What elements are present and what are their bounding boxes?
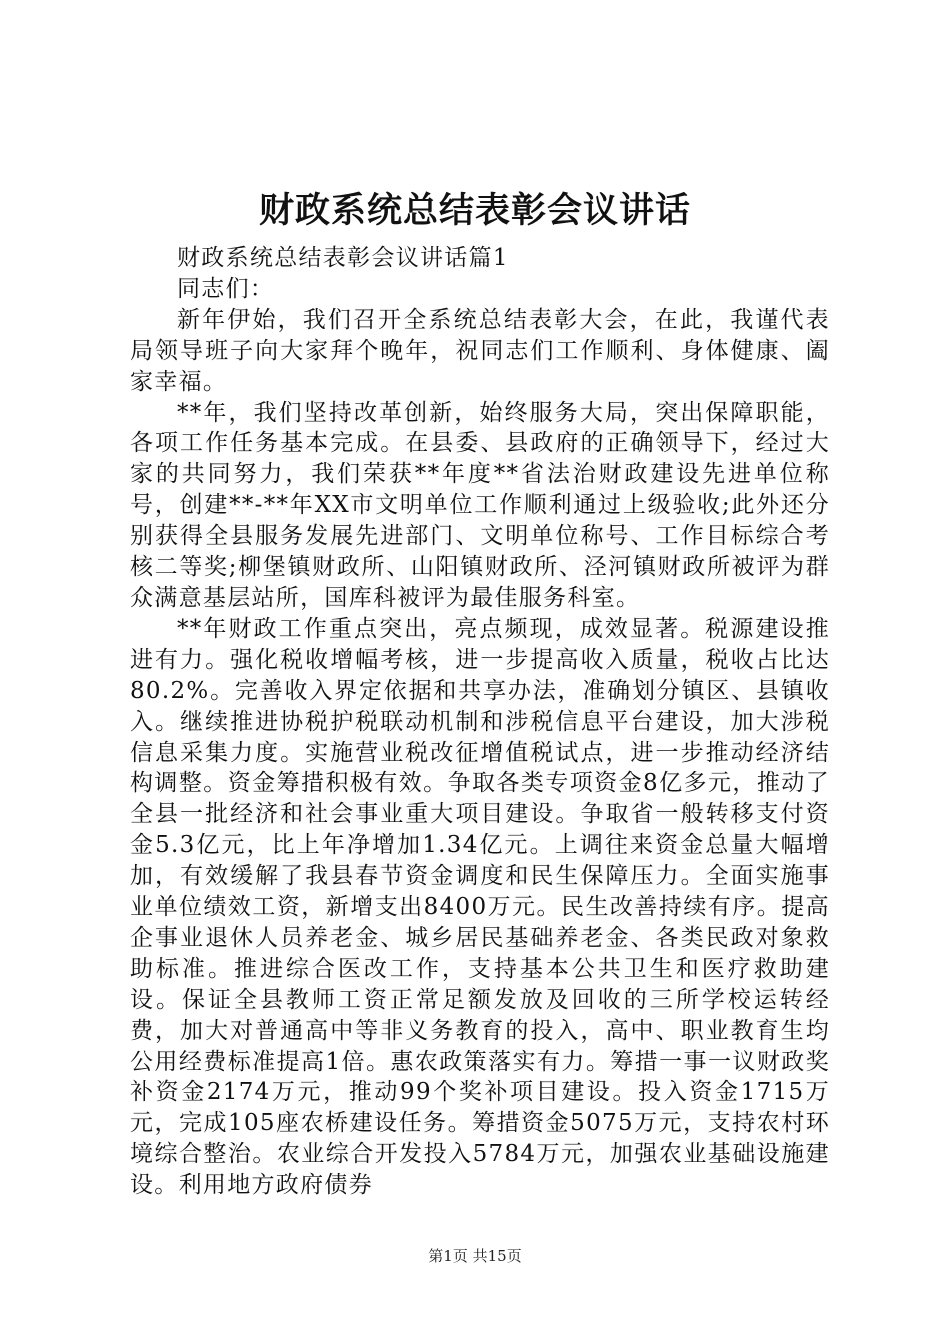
paragraph-salutation: 同志们： bbox=[177, 275, 275, 302]
document-body bbox=[130, 243, 830, 1201]
document-title: 财政系统总结表彰会议讲话 bbox=[258, 190, 691, 231]
page-footer: 第1页 共15页 bbox=[428, 1247, 522, 1265]
paragraph-subtitle: 财政系统总结表彰会议讲话篇1 bbox=[177, 245, 509, 271]
paragraph-achievements: **年，我们坚持改革创新，始终服务大局，突出保障职能，各项工作任务基本完成。在县委、县政府的正确领导下，经过大家的共同努力，我们荣获**年度**省法治财政建设先进单位称号，创建**-**年XX市文明单位工作顺利通过上级验收;此外还分别获得全县服务发展先进部门、文明单位称号、工作目标综合考核二等奖;柳堡镇财政所、山阳镇财政所、泾河镇财政所被评为群众满意基层站所，国库科被评为最佳服务科室。 bbox=[130, 399, 830, 611]
paragraph-highlights: **年财政工作重点突出，亮点频现，成效显著。税源建设推进有力。强化税收增幅考核，进一步提高收入质量，税收占比达80.2%。完善收入界定依据和共享办法，准确划分镇区、县镇收入。继续推进协税护税联动机制和涉税信息平台建设，加大涉税信息采集力度。实施营业税改征增值税试点，进一步推动经济结构调整。资金筹措积极有效。争取各类专项资金8亿多元，推动了全县一批经济和社会事业重大项目建设。争取省一般转移支付资金5.3亿元，比上年净增加1.34亿元。上调往来资金总量大幅增加，有效缓解了我县春节资金调度和民生保障压力。全面实施事业单位绩效工资，新增支出8400万元。民生改善持续有序。提高企事业退休人员养老金、城乡居民基础养老金、各类民政对象救助标准。推进综合医改工作，支持基本公共卫生和医疗救助建设。保证全县教师工资正常足额发放及回收的三所学校运转经费，加大对普通高中等非义务教育的投入，高中、职业教育生均公用经费标准提高1倍。惠农政策落实有力。筹措一事一议财政奖补资金2174万元，推动99个奖补项目建设。投入资金1715万元，完成105座农桥建设任务。筹措资金5075万元，支持农村环境综合整治。农业综合开发投入5784万元，加强农业基础设施建设。利用地方政府债券 bbox=[130, 615, 830, 1199]
paragraph-opening: 新年伊始，我们召开全系统总结表彰大会，在此，我谨代表局领导班子向大家拜个晚年，祝同志们工作顺利、身体健康、阖家幸福。 bbox=[130, 306, 830, 395]
